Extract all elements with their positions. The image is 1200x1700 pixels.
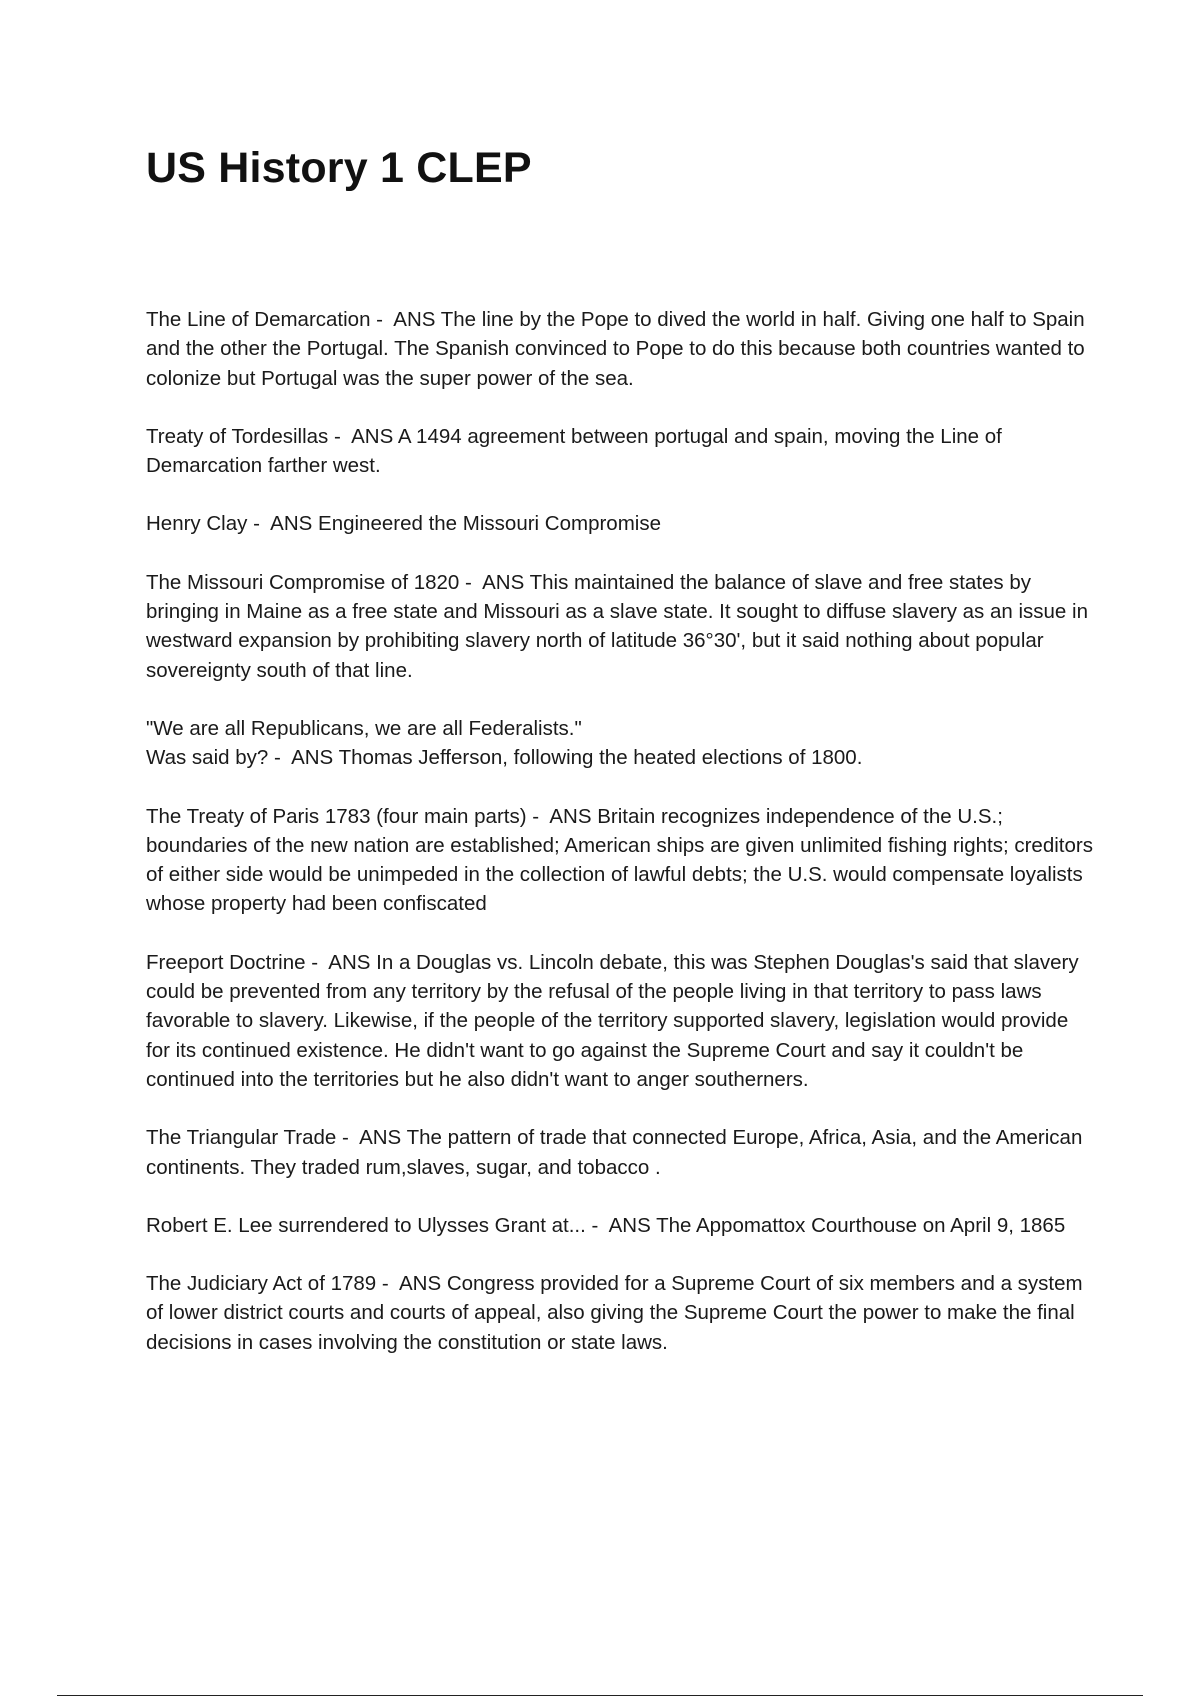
entry-term: The Judiciary Act of 1789 — [146, 1272, 377, 1296]
entry-separator: - ANS — [376, 1272, 447, 1296]
list-item — [146, 714, 1096, 773]
entry-separator: - ANS — [585, 1213, 657, 1237]
entry-separator: - ANS — [526, 804, 598, 828]
list-item — [146, 1123, 1096, 1182]
entry-term: The Line of Demarcation — [146, 308, 371, 331]
entry-answer: Britain recognizes independence of the U.S.; boundaries of the new nation are established; American ships are given unlimited fishing rights; creditors of either side would be unimpeded in the collection of lawful debts; the U.S. would compensate loyalists whose property had been confiscated — [146, 804, 1093, 916]
list-item — [146, 802, 1096, 919]
list-item — [146, 1211, 1096, 1240]
entry-separator: - ANS — [370, 308, 441, 331]
entry-term: Treaty of Tordesillas — [146, 424, 329, 448]
list-item — [146, 948, 1096, 1094]
entry-answer: A 1494 agreement between portugal and spain, moving the Line of Demarcation farther west. — [146, 424, 1002, 478]
list-item — [146, 568, 1096, 685]
entry-separator: - ANS — [305, 950, 377, 974]
list-item — [146, 509, 1096, 538]
entry-term: "We are all Republicans, we are all Federalists." Was said by? — [146, 716, 582, 770]
entry-term: The Missouri Compromise of 1820 — [146, 570, 460, 594]
entry-separator: - ANS — [268, 746, 339, 770]
entry-answer: The line by the Pope to dived the world in half. Giving one half to Spain and the other the Portugal. The Spanish convinced to Pope to do this because both countries wanted to colonize but Portugal was the super power of the sea. — [146, 308, 1085, 390]
entry-term: Freeport Doctrine — [146, 950, 306, 974]
entry-answer: The pattern of trade that connected Europe, Africa, Asia, and the American continents. They traded rum,slaves, sugar, and tobacco . — [146, 1126, 1083, 1179]
list-item — [146, 422, 1096, 481]
entry-separator: - ANS — [328, 424, 398, 448]
page-title: US History 1 CLEP — [146, 144, 532, 192]
entry-term: The Treaty of Paris 1783 (four main parts) — [146, 804, 527, 828]
entry-answer: Thomas Jefferson, following the heated elections of 1800. — [338, 746, 863, 770]
entry-separator: - ANS — [336, 1126, 407, 1150]
entry-answer: This maintained the balance of slave and free states by bringing in Maine as a free state and Missouri as a slave state. It sought to diffuse slavery as an issue in westward expansion by prohibiting slavery north of latitude 36°30', but it said nothing about popular sovereignty south of that line. — [146, 570, 1088, 682]
entry-term: The Triangular Trade — [146, 1126, 337, 1150]
entry-answer: In a Douglas vs. Lincoln debate, this was Stephen Douglas's said that slavery could be prevented from any territory by the refusal of the people living in that territory to pass laws favorable to slavery. Likewise, if the people of the territory supported slavery, legislation would provide for its continued existence. He didn't want to go against the Supreme Court and say it couldn't be continued into the territories but he also didn't want to anger southerners. — [146, 950, 1079, 1091]
entry-separator: - ANS — [247, 512, 319, 536]
entry-answer: The Appomattox Courthouse on April 9, 1865 — [656, 1213, 1066, 1237]
entry-separator: - ANS — [459, 570, 530, 594]
entry-answer: Congress provided for a Supreme Court of six members and a system of lower district courts and courts of appeal, also giving the Supreme Court the power to make the final decisions in cases involving the constitution or state laws. — [146, 1272, 1083, 1354]
entry-term: Robert E. Lee surrendered to Ulysses Grant at... — [146, 1213, 586, 1237]
list-item — [146, 1269, 1096, 1357]
list-item — [146, 305, 1096, 393]
footer-divider — [57, 1695, 1143, 1696]
entry-term: Henry Clay — [146, 512, 248, 536]
entry-answer: Engineered the Missouri Compromise — [318, 512, 661, 536]
flashcard-list — [146, 305, 1096, 1386]
